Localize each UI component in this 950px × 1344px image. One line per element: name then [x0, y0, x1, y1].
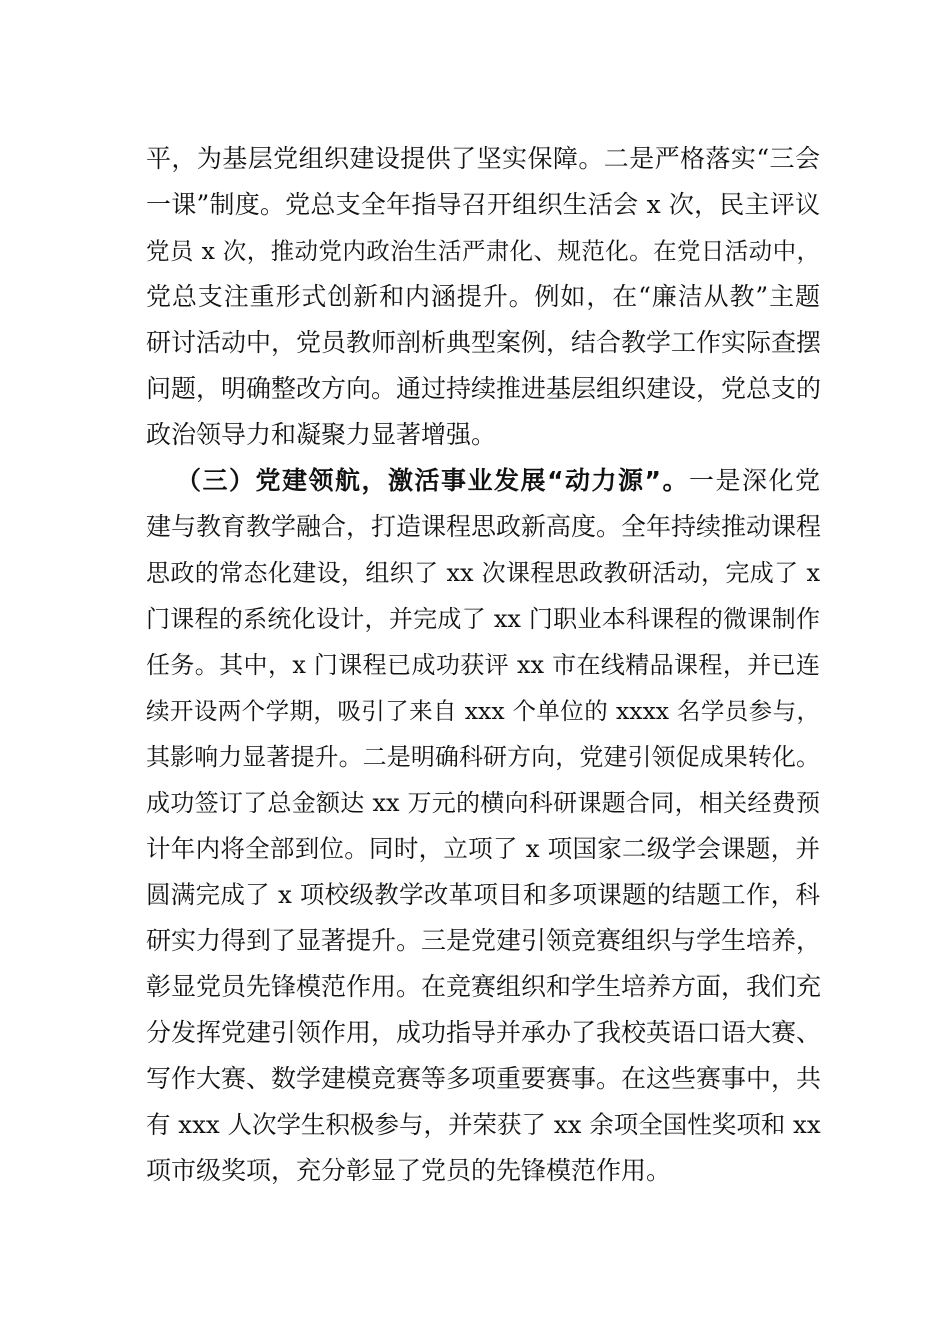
paragraph-2-line-10: 圆满完成了 x 项校级教学改革项目和多项课题的结题工作，科	[146, 880, 820, 909]
section-heading: （三）党建领航，激活事业发展“动力源”。	[176, 466, 689, 495]
paragraph-2-line-8: 成功签订了总金额达 xx 万元的横向科研课题合同，相关经费预	[146, 789, 820, 817]
paragraph-2-line-1-rest: 一是深化党	[688, 466, 820, 495]
paragraph-2-line-6: 续开设两个学期，吸引了来自 xxx 个单位的 xxxx 名学员参与，	[146, 697, 820, 725]
paragraph-2-line-15: 有 xxx 人次学生积极参与，并荣获了 xx 余项全国性奖项和 xx	[146, 1110, 821, 1139]
paragraph-2-line-2: 建与教育教学融合，打造课程思政新高度。全年持续推动课程	[146, 512, 822, 541]
paragraph-1-line-1: 平，为基层党组织建设提供了坚实保障。二是严格落实“三会	[146, 144, 820, 173]
paragraph-1-line-3: 党员 x 次，推动党内政治生活严肃化、规范化。在党日活动中，	[146, 237, 820, 265]
paragraph-2-line-4: 门课程的系统化设计，并完成了 xx 门职业本科课程的微课制作	[146, 605, 820, 633]
paragraph-2-line-11: 研实力得到了显著提升。三是党建引领竞赛组织与学生培养，	[146, 926, 822, 955]
paragraph-1-line-7: 政治领导力和凝聚力显著增强。	[146, 420, 497, 449]
paragraph-2-line-3: 思政的常态化建设，组织了 xx 次课程思政教研活动，完成了 x	[146, 559, 820, 587]
paragraph-1-line-5: 研讨活动中，党员教师剖析典型案例，结合教学工作实际查摆	[146, 328, 822, 357]
paragraph-2-line-9: 计年内将全部到位。同时，立项了 x 项国家二级学会课题，并	[146, 834, 820, 863]
paragraph-2-line-12: 彰显党员先锋模范作用。在竞赛组织和学生培养方面，我们充	[146, 972, 822, 1001]
paragraph-2-line-5: 任务。其中，x 门课程已成功获评 xx 市在线精品课程，并已连	[146, 651, 820, 679]
paragraph-2-line-16: 项市级奖项，充分彰显了党员的先锋模范作用。	[146, 1156, 672, 1185]
paragraph-1-line-2: 一课”制度。党总支全年指导召开组织生活会 x 次，民主评议	[146, 190, 820, 219]
paragraph-1-line-6: 问题，明确整改方向。通过持续推进基层组织建设，党总支的	[146, 374, 822, 403]
paragraph-2-line-7: 其影响力显著提升。二是明确科研方向，党建引领促成果转化。	[146, 743, 820, 771]
paragraph-2-line-13: 分发挥党建引领作用，成功指导并承办了我校英语口语大赛、	[146, 1018, 822, 1047]
paragraph-2-line-1	[176, 459, 820, 503]
paragraph-1-line-4: 党总支注重形式创新和内涵提升。例如，在“廉洁从教”主题	[146, 282, 820, 311]
paragraph-2-line-14: 写作大赛、数学建模竞赛等多项重要赛事。在这些赛事中，共	[146, 1064, 822, 1093]
